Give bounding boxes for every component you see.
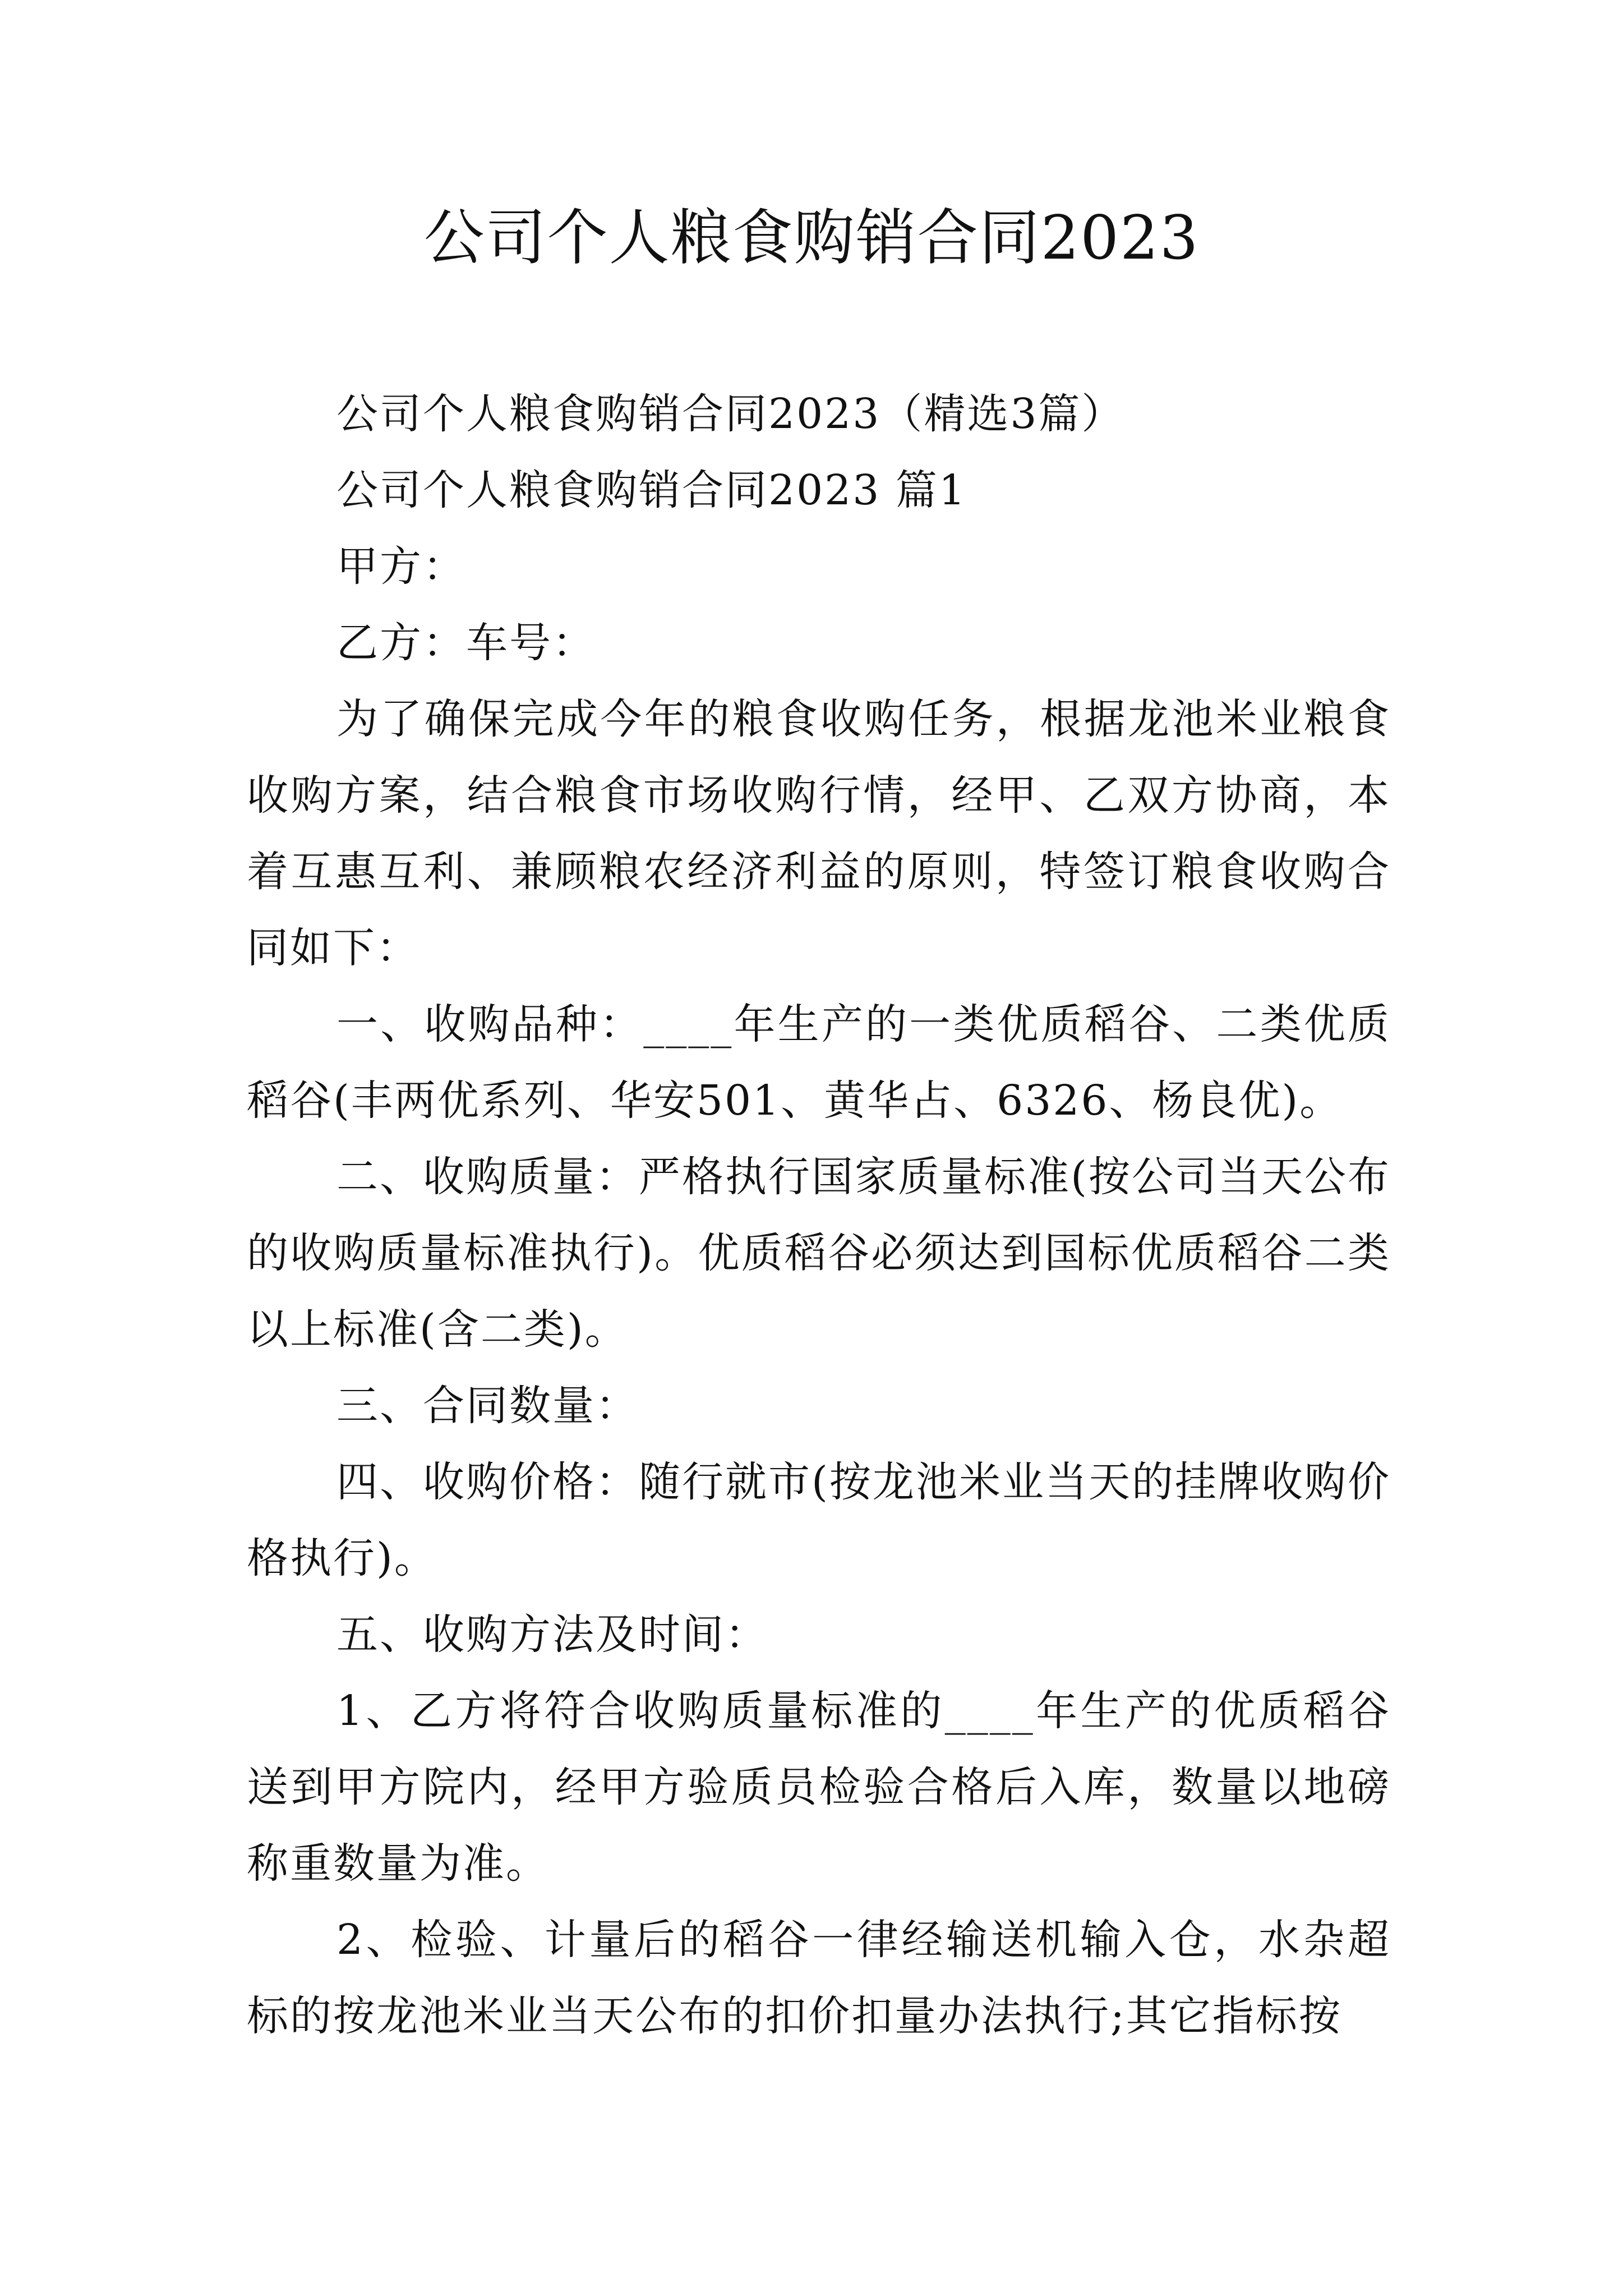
paragraph-party-b: 乙方：车号： xyxy=(336,619,596,667)
paragraph-clause-5-item-1: 1、乙方将符合收购质量标准的____年生产的优质稻谷送到甲方院内，经甲方验质员检验合格后入库，数量以地磅称重数量为准。 xyxy=(247,1687,1391,1888)
document-body xyxy=(247,376,1391,2054)
paragraph-clause-2: 二、收购质量：严格执行国家质量标准(按公司当天公布的收购质量标准执行)。优质稻谷必须达到国标优质稻谷二类以上标准(含二类)。 xyxy=(247,1153,1391,1354)
paragraph-subtitle: 公司个人粮食购销合同2023（精选3篇） xyxy=(336,390,1125,438)
document-title: 公司个人粮食购销合同2023 xyxy=(423,203,1200,273)
paragraph-clause-5: 五、收购方法及时间： xyxy=(336,1611,768,1659)
paragraph-section-heading: 公司个人粮食购销合同2023 篇1 xyxy=(336,466,967,514)
paragraph-clause-4: 四、收购价格：随行就市(按龙池米业当天的挂牌收购价格执行)。 xyxy=(247,1458,1391,1582)
paragraph-party-a: 甲方： xyxy=(336,542,466,591)
paragraph-clause-3: 三、合同数量： xyxy=(336,1382,639,1430)
paragraph-clause-5-item-2: 2、检验、计量后的稻谷一律经输送机输入仓，水杂超标的按龙池米业当天公布的扣价扣量办法执行;其它指标按 xyxy=(247,1916,1391,2040)
paragraph-clause-1: 一、收购品种：____年生产的一类优质稻谷、二类优质稻谷(丰两优系列、华安501、黄华占、6326、杨良优)。 xyxy=(247,1000,1391,1125)
paragraph-preamble: 为了确保完成今年的粮食收购任务，根据龙池米业粮食收购方案，结合粮食市场收购行情，经甲、乙双方协商，本着互惠互利、兼顾粮农经济利益的原则，特签订粮食收购合同如下： xyxy=(247,695,1391,972)
